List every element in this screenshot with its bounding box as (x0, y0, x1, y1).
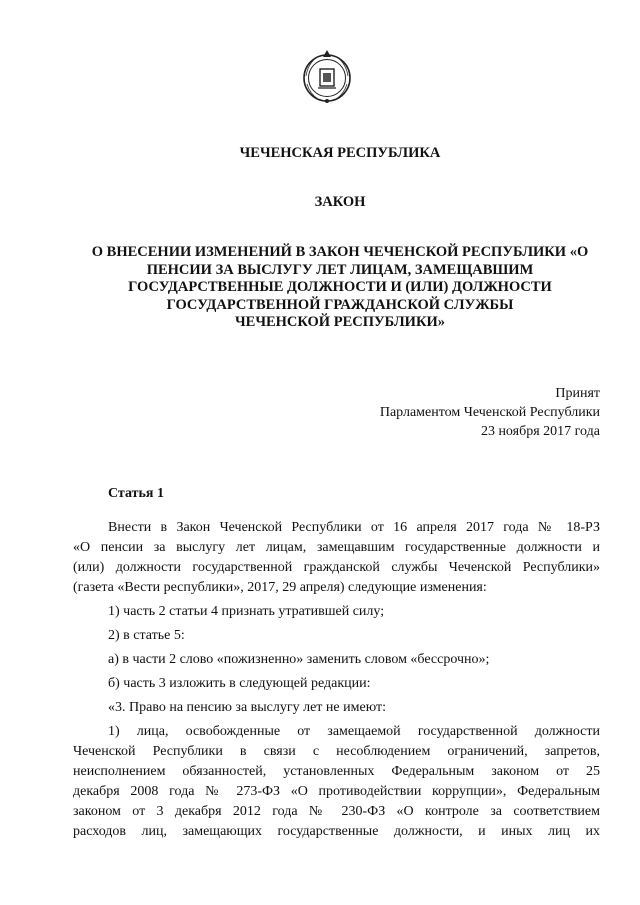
adopted-label: Принят (555, 386, 600, 401)
list-item: 1) часть 2 статьи 4 признать утратившей силу; (108, 604, 385, 619)
list-item: «3. Право на пенсию за выслугу лет не имеют: (108, 700, 386, 715)
adopted-by: Парламентом Чеченской Республики (379, 405, 600, 420)
text-line: (или) должности государственной гражданской службы Чеченской Республики» (73, 560, 600, 575)
article-body (73, 518, 600, 842)
law-title-line: ГОСУДАРСТВЕННОЙ ГРАЖДАНСКОЙ СЛУЖБЫ (166, 296, 514, 313)
law-title-line: ГОСУДАРСТВЕННЫЕ ДОЛЖНОСТИ И (ИЛИ) ДОЛЖНОСТИ (128, 279, 552, 296)
text-line: Чеченской Республики в связи с несоблюдением ограничений, запретов, (73, 744, 600, 759)
intro-paragraph (73, 518, 600, 598)
text-line: декабря 2008 года № 273-ФЗ «О противодействии коррупции», Федеральным (73, 784, 600, 799)
law-title-line: ПЕНСИИ ЗА ВЫСЛУГУ ЛЕТ ЛИЦАМ, ЗАМЕЩАВШИМ (146, 261, 534, 278)
document-type: ЗАКОН (314, 194, 366, 210)
law-title-line: О ВНЕСЕНИИ ИЗМЕНЕНИЙ В ЗАКОН ЧЕЧЕНСКОЙ РЕСПУБЛИКИ «О (91, 244, 589, 260)
text-line: законом от 3 декабря 2012 года № 230-ФЗ «О контроле за соответствием (73, 804, 600, 819)
text-line: Внести в Закон Чеченской Республики от 16 апреля 2017 года № 18-РЗ (108, 520, 600, 535)
law-title-line: ЧЕЧЕНСКОЙ РЕСПУБЛИКИ» (235, 314, 445, 331)
list-item: а) в части 2 слово «пожизненно» заменить словом «бессрочно»; (108, 652, 490, 667)
coat-of-arms-emblem (300, 48, 354, 106)
adoption-info (380, 384, 600, 441)
list-item: б) часть 3 изложить в следующей редакции: (108, 676, 371, 691)
republic-name: ЧЕЧЕНСКАЯ РЕСПУБЛИКА (239, 145, 441, 161)
list-item: 2) в статье 5: (108, 628, 185, 643)
adopted-date: 23 ноября 2017 года (480, 424, 600, 439)
amendment-items (73, 602, 600, 718)
text-line: «О пенсии за выслугу лет лицам, замещавшим государственные должности и (73, 540, 600, 555)
text-line: (газета «Вести республики», 2017, 29 апреля) следующие изменения: (73, 580, 487, 595)
text-line: 1) лица, освобожденные от замещаемой государственной должности (108, 724, 600, 739)
article-heading: Статья 1 (108, 486, 164, 501)
clause-paragraph (73, 722, 600, 842)
law-title (60, 244, 620, 332)
text-line: расходов лиц, замещающих государственные должности, и иных лиц их (73, 824, 600, 839)
text-line: неисполнением обязанностей, установленных Федеральным законом от 25 (73, 764, 600, 779)
